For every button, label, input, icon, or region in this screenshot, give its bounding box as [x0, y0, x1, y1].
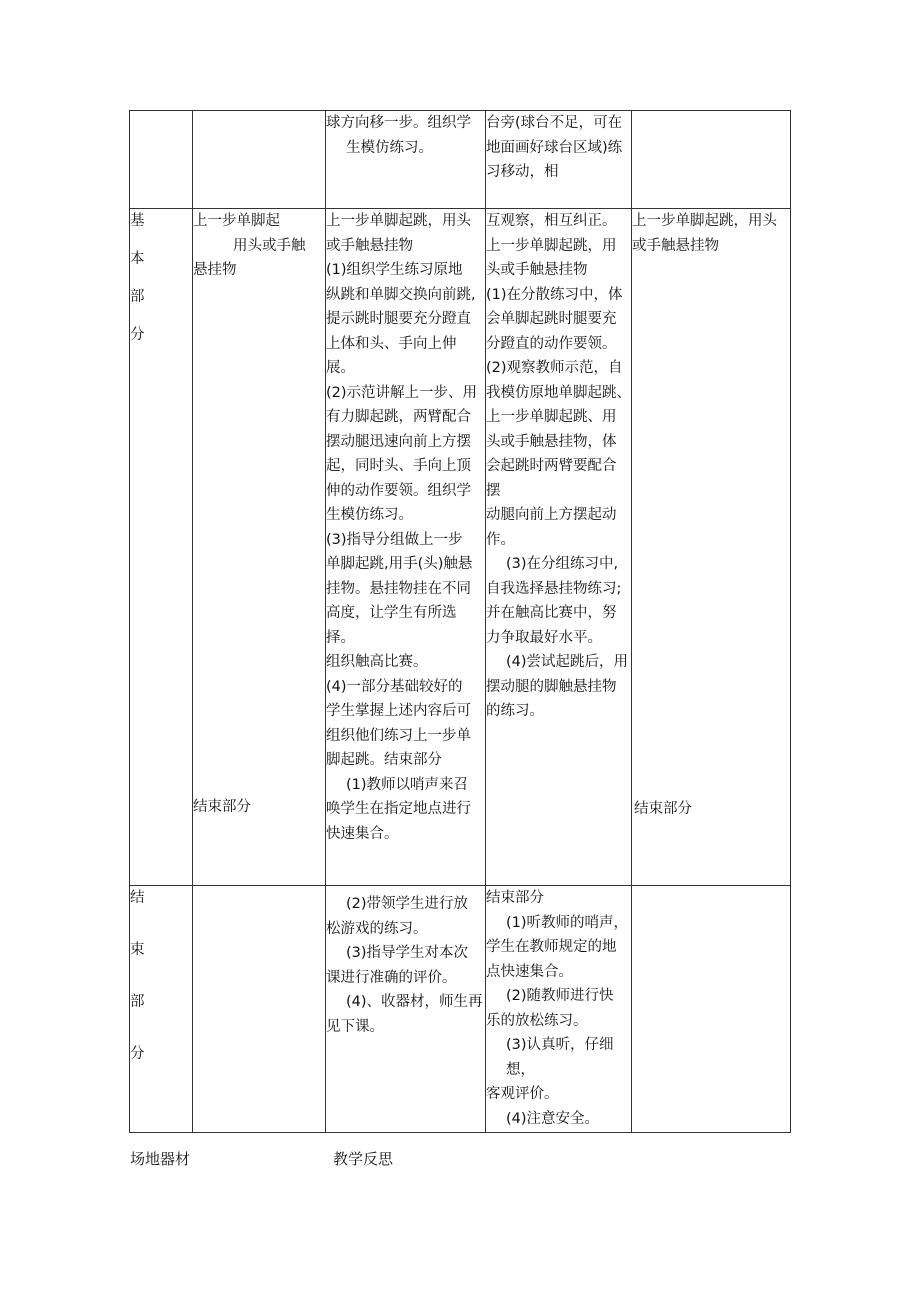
student-activity-cell: [486, 111, 632, 209]
teacher-activity-cell: [326, 111, 486, 209]
text-line: (1)听教师的哨声，: [506, 914, 629, 931]
text-line: (3)认真听，仔细想，: [506, 1037, 614, 1078]
section-char: 束: [130, 942, 145, 958]
text-line: 挂物。悬挂物挂在不同: [326, 580, 471, 597]
text-line: 结束部分: [193, 799, 251, 815]
text-line: 摆: [486, 482, 501, 499]
text-line: (3)指导分组做上一步: [326, 531, 463, 548]
text-line: (4)一部分基础较好的: [326, 678, 463, 695]
text-line: 生模仿练习。: [326, 507, 413, 523]
text-line: 自我选择悬挂物练习;: [486, 580, 622, 597]
text-line: (1)在分散练习中，体: [486, 286, 623, 303]
text-line: (4)注意安全。: [506, 1110, 600, 1127]
section-char: 基: [130, 213, 145, 229]
text-line: 的练习。: [486, 703, 544, 719]
section-char: 部: [130, 994, 145, 1010]
text-line: 脚起跳。结束部分: [326, 752, 442, 768]
content-cell: [193, 886, 326, 1133]
student-activity-cell: [486, 886, 632, 1133]
text-line: (2)带领学生进行放: [346, 896, 469, 912]
text-line: 快速集合。: [326, 825, 399, 842]
section-cell: [130, 111, 193, 209]
text-line: 作。: [486, 531, 515, 548]
text-line: 地面画好球台区域)练: [486, 139, 623, 156]
text-line: 习移动，相: [486, 164, 559, 180]
section-char: 分: [130, 1046, 145, 1062]
text-line: 上一步单脚起跳，用头: [326, 213, 471, 229]
text-line: (2)示范讲解上一步、用: [326, 384, 478, 401]
text-line: (2)观察教师示范，自: [486, 360, 623, 376]
text-line: 纵跳和单脚交换向前跳,: [326, 286, 476, 303]
notes-cell: [632, 209, 791, 886]
text-line: 客观评价。: [486, 1086, 559, 1102]
text-line: 学生在教师规定的地: [486, 939, 617, 955]
text-line: 或手触悬挂物: [632, 237, 719, 254]
section-char: 本: [130, 251, 145, 267]
text-line: (3)指导学生对本次: [346, 945, 469, 961]
text-line: (4)尝试起跳后，用: [506, 654, 629, 670]
venue-equipment-label: 场地器材: [130, 1150, 191, 1168]
text-line: 球方向移一步。组织学: [326, 115, 471, 131]
text-line: 组织他们练习上一步单: [326, 727, 471, 744]
text-line: 分蹬直的动作要领。: [486, 335, 617, 352]
teacher-activity-cell: [326, 886, 486, 1133]
text-line: 结束部分: [486, 890, 544, 906]
text-line: 唤学生在指定地点进行: [326, 801, 471, 817]
text-line: 头或手触悬挂物，体: [486, 433, 617, 450]
text-line: 会单脚起跳时腿要充: [486, 311, 617, 327]
text-line: 学生掌握上述内容后可: [326, 703, 471, 719]
text-line: 松游戏的练习。: [326, 920, 428, 937]
table-row: [130, 886, 791, 1133]
text-line: (2)随教师进行快: [506, 988, 614, 1004]
section-char: 部: [130, 289, 145, 305]
text-line: 伸的动作要领。组织学: [326, 482, 471, 499]
section-char: 结: [130, 890, 145, 906]
text-line: 上一步单脚起跳，用: [486, 237, 617, 254]
lesson-plan-table: [129, 110, 791, 1133]
text-line: 结束部分: [634, 801, 692, 817]
text-line: 或手触悬挂物: [326, 237, 413, 254]
text-line: 单脚起跳,用手(头)触悬: [326, 556, 473, 572]
text-line: 动腿向前上方摆起动: [486, 507, 617, 523]
text-line: 摆动腿迅速向前上方摆: [326, 433, 471, 450]
table-row: [130, 209, 791, 886]
text-line: 高度，让学生有所选择。: [326, 605, 457, 646]
notes-cell: [632, 886, 791, 1133]
text-line: 起，同时头、手向上顶: [326, 458, 471, 474]
text-line: 提示跳时腿要充分蹬直: [326, 311, 471, 327]
table-row: [130, 111, 791, 209]
notes-cell: [632, 111, 791, 209]
text-line: 课进行准确的评价。: [326, 969, 457, 986]
section-char: 分: [130, 327, 145, 343]
text-line: 我模仿原地单脚起跳、: [486, 384, 631, 401]
teaching-reflection-label: 教学反思: [333, 1150, 394, 1168]
section-label-basic: [130, 209, 193, 886]
text-line: (1)组织学生练习原地: [326, 262, 463, 278]
text-line: 见下课。: [326, 1018, 384, 1035]
text-line: 会起跳时两臂要配合: [486, 458, 617, 474]
text-line: 摆动腿的脚触悬挂物: [486, 678, 617, 695]
text-line: 并在触高比赛中，努: [486, 605, 617, 621]
content-cell: [193, 209, 326, 886]
text-line: (1)教师以哨声来召: [346, 776, 469, 793]
teacher-activity-cell: [326, 209, 486, 886]
text-line: 上一步单脚起跳、用: [486, 409, 617, 425]
text-line: 生模仿练习。: [346, 139, 433, 156]
text-line: 有力脚起跳，两臂配合: [326, 409, 471, 425]
text-line: 上一步单脚起: [193, 213, 280, 229]
text-line: 乐的放松练习。: [486, 1012, 588, 1029]
text-line: (4)、收器材，师生再: [346, 994, 483, 1010]
text-line: 组织触高比赛。: [326, 654, 428, 670]
text-line: 悬挂物: [193, 262, 237, 278]
student-activity-cell: [486, 209, 632, 886]
text-line: 上一步单脚起跳，用头: [632, 213, 777, 229]
text-line: 台旁(球台不足，可在: [486, 115, 623, 131]
text-line: 点快速集合。: [486, 963, 573, 980]
text-line: 力争取最好水平。: [486, 629, 602, 646]
section-label-end: [130, 886, 193, 1133]
text-line: 互观察，相互纠正。: [486, 213, 617, 229]
text-line: 上体和头、手向上伸展。: [326, 335, 457, 376]
text-line: 头或手触悬挂物: [486, 262, 588, 278]
content-cell: [193, 111, 326, 209]
text-line: (3)在分组练习中,: [506, 556, 619, 572]
text-line: 用头或手触: [233, 237, 306, 254]
